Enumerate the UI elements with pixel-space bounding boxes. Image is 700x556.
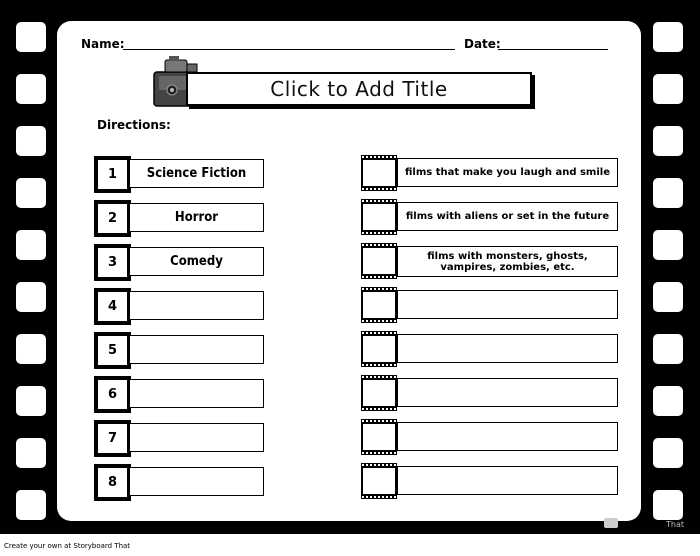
sprocket-hole	[653, 178, 683, 208]
definition-box[interactable]	[397, 466, 618, 495]
sprocket-hole	[653, 126, 683, 156]
term-box[interactable]	[129, 291, 264, 320]
sprocket-hole	[16, 22, 46, 52]
definition-box[interactable]	[397, 334, 618, 363]
film-frame[interactable]	[361, 375, 397, 411]
definition-box[interactable]: films that make you laugh and smile	[397, 158, 618, 187]
term-box[interactable]	[129, 423, 264, 452]
term-box[interactable]	[129, 335, 264, 364]
sprocket-hole	[16, 334, 46, 364]
definition-box[interactable]	[397, 422, 618, 451]
sprocket-hole	[653, 386, 683, 416]
sprocket-hole	[16, 282, 46, 312]
date-field[interactable]	[498, 49, 608, 50]
definition-box[interactable]: films with monsters, ghosts, vampires, zombies, etc.	[397, 246, 618, 277]
sprocket-hole	[16, 490, 46, 520]
sprocket-hole	[653, 22, 683, 52]
term-box[interactable]: Horror	[129, 203, 264, 232]
film-frame[interactable]	[361, 199, 397, 235]
worksheet-title[interactable]: Click to Add Title	[270, 77, 448, 101]
film-frame[interactable]	[361, 287, 397, 323]
number-box: 1	[94, 156, 131, 193]
watermark: That	[666, 520, 684, 529]
sprocket-hole	[16, 74, 46, 104]
name-field[interactable]	[123, 49, 455, 50]
storyboard-logo-icon	[604, 518, 618, 528]
sprocket-hole	[16, 126, 46, 156]
sprocket-hole	[16, 178, 46, 208]
number-box: 8	[94, 464, 131, 501]
number-box: 3	[94, 244, 131, 281]
term-box[interactable]	[129, 379, 264, 408]
film-frame[interactable]	[361, 243, 397, 279]
sprocket-hole	[16, 438, 46, 468]
number-box: 7	[94, 420, 131, 457]
film-frame[interactable]	[361, 331, 397, 367]
number-box: 6	[94, 376, 131, 413]
film-frame[interactable]	[361, 419, 397, 455]
sprocket-hole	[653, 490, 683, 520]
sprocket-hole	[653, 334, 683, 364]
film-frame[interactable]	[361, 463, 397, 499]
definition-box[interactable]	[397, 378, 618, 407]
footer-credit[interactable]: Create your own at Storyboard That	[4, 542, 131, 550]
name-label: Name:	[81, 37, 125, 51]
directions-label: Directions:	[97, 118, 171, 132]
sprocket-hole	[16, 386, 46, 416]
number-box: 2	[94, 200, 131, 237]
definition-box[interactable]: films with aliens or set in the future	[397, 202, 618, 231]
sprocket-hole	[16, 230, 46, 260]
term-box[interactable]: Comedy	[129, 247, 264, 276]
sprocket-hole	[653, 230, 683, 260]
number-box: 5	[94, 332, 131, 369]
term-box[interactable]: Science Fiction	[129, 159, 264, 188]
sprocket-hole	[653, 282, 683, 312]
definition-box[interactable]	[397, 290, 618, 319]
date-label: Date:	[464, 37, 501, 51]
term-box[interactable]	[129, 467, 264, 496]
film-frame[interactable]	[361, 155, 397, 191]
sprocket-hole	[653, 74, 683, 104]
sprocket-hole	[653, 438, 683, 468]
number-box: 4	[94, 288, 131, 325]
title-box[interactable]	[186, 72, 532, 106]
